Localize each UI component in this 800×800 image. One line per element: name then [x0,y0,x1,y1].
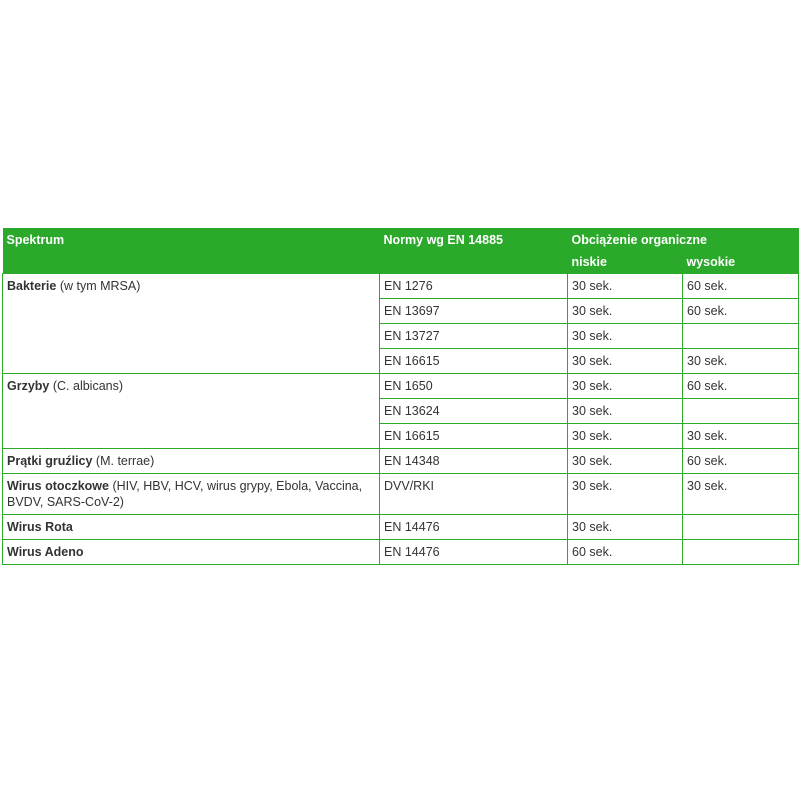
high-load-cell: 60 sek. [683,274,799,299]
low-load-cell: 30 sek. [568,515,683,540]
spectrum-name: Grzyby [7,379,50,393]
low-load-cell: 30 sek. [568,349,683,374]
table-header [3,228,799,274]
high-load-cell: 30 sek. [683,424,799,449]
spectrum-name: Wirus Adeno [7,545,84,559]
norm-cell: EN 16615 [380,349,568,374]
low-load-cell: 30 sek. [568,299,683,324]
header-organic-load: Obciążenie organiczne [568,228,799,253]
spectrum-cell [3,274,380,374]
table-body [3,274,799,565]
high-load-cell [683,324,799,349]
norm-cell: EN 16615 [380,424,568,449]
high-load-cell [683,399,799,424]
high-load-cell: 60 sek. [683,299,799,324]
norm-cell: EN 1276 [380,274,568,299]
high-load-cell [683,540,799,565]
low-load-cell: 30 sek. [568,474,683,515]
norm-cell: EN 1650 [380,374,568,399]
spectrum-cell [3,474,380,515]
low-load-cell: 60 sek. [568,540,683,565]
low-load-cell: 30 sek. [568,374,683,399]
norm-cell: EN 13697 [380,299,568,324]
spectrum-name: Prątki gruźlicy [7,454,93,468]
norm-cell: EN 13624 [380,399,568,424]
spectrum-name: Bakterie [7,279,57,293]
table-row [3,474,799,515]
low-load-cell: 30 sek. [568,449,683,474]
spectrum-note: (HIV, HBV, HCV, wirus grypy, Ebola, Vaccina, BVDV, SARS-CoV-2) [7,479,363,509]
table-row [3,540,799,565]
low-load-cell: 30 sek. [568,399,683,424]
spectrum-name: Wirus otoczkowe [7,479,109,493]
table-row [3,374,799,399]
table-row [3,515,799,540]
norm-cell: EN 13727 [380,324,568,349]
spectrum-name: Wirus Rota [7,520,73,534]
norm-cell: DVV/RKI [380,474,568,515]
spectrum-cell [3,515,380,540]
spectrum-cell [3,540,380,565]
high-load-cell: 30 sek. [683,474,799,515]
header-low: niskie [568,253,683,274]
low-load-cell: 30 sek. [568,424,683,449]
low-load-cell: 30 sek. [568,324,683,349]
spectrum-note: (M. terrae) [92,454,155,468]
high-load-cell: 60 sek. [683,374,799,399]
spectrum-note: (w tym MRSA) [56,279,141,293]
spectrum-cell [3,374,380,449]
header-high: wysokie [683,253,799,274]
norm-cell: EN 14476 [380,540,568,565]
norm-cell: EN 14476 [380,515,568,540]
header-norms: Normy wg EN 14885 [380,228,568,274]
spectrum-table [2,228,799,565]
high-load-cell: 30 sek. [683,349,799,374]
header-spectrum: Spektrum [3,228,380,274]
spectrum-note: (C. albicans) [49,379,124,393]
table-row [3,449,799,474]
high-load-cell: 60 sek. [683,449,799,474]
spectrum-cell [3,449,380,474]
norm-cell: EN 14348 [380,449,568,474]
high-load-cell [683,515,799,540]
table-row [3,274,799,299]
low-load-cell: 30 sek. [568,274,683,299]
